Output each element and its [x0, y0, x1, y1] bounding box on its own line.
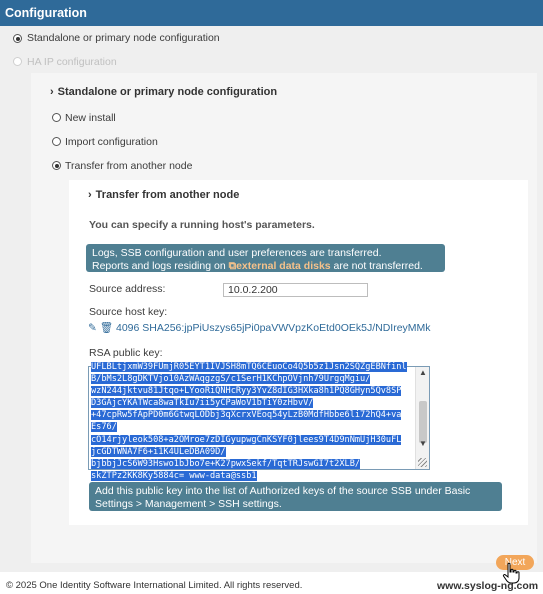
host-key-value: 4096 SHA256:jpPiUszys65jPi0paVWVpzKoEtd0OEk5J/NDIreyMMk: [116, 322, 431, 334]
standalone-section-title[interactable]: [50, 86, 277, 98]
import-config-label[interactable]: Import configuration: [65, 136, 158, 148]
rsa-key-line-text: cO14rjyleok508+a2OMroe7zDIGyupwgCnKSYF0jlees9T4D9nNmUjH30uFL: [91, 434, 402, 445]
new-install-label[interactable]: New install: [65, 112, 116, 124]
footer-brand: www.syslog-ng.com: [437, 580, 539, 592]
rsa-key-line-text: skZTPz2KK8Ky5884c= www-data@ssb1: [91, 470, 257, 481]
rsa-key-text: [91, 361, 411, 482]
rsa-key-line: [91, 421, 411, 433]
standalone-radio[interactable]: [13, 34, 22, 43]
transfer-intro: You can specify a running host's parameters.: [89, 219, 315, 231]
rsa-key-line: [91, 385, 411, 397]
rsa-key-line: [91, 434, 411, 446]
host-key-row: [88, 321, 431, 334]
rsa-key-line: [91, 409, 411, 421]
rsa-public-key-textarea[interactable]: [88, 362, 430, 481]
textarea-scrollbar[interactable]: [415, 367, 429, 469]
rsa-key-line: [91, 373, 411, 385]
rsa-key-line: [91, 397, 411, 409]
ha-radio-label: HA IP configuration: [27, 56, 117, 68]
chevron-right-icon: ›: [50, 86, 54, 98]
rsa-key-line-text: Es76/: [91, 422, 117, 433]
resize-grip-icon[interactable]: [418, 458, 427, 467]
transfer-label[interactable]: Transfer from another node: [65, 160, 193, 172]
new-install-radio[interactable]: [52, 113, 61, 122]
info-line-2-prefix: Reports and logs residing on: [92, 260, 229, 272]
rsa-key-line: [91, 458, 411, 470]
rsa-key-line-text: +47cpRw5fApPD0m6GtwqLODbj3qXcrxVEoq54yLzB0MdfHbbe6li72hQ4+va: [91, 410, 402, 421]
next-button[interactable]: Next: [496, 555, 534, 570]
ha-radio: [13, 57, 22, 66]
external-link-icon: ⧉: [228, 260, 237, 272]
rsa-key-line-text: wzN244jktvu81Jtqo+LYooRiQNHcRyy3YvZ8dIG3HXka8h1PQ8GHyn5Qv8SP: [91, 386, 402, 397]
scroll-up-icon[interactable]: ▲: [419, 368, 427, 377]
info-line-2-suffix: are not transferred.: [330, 260, 423, 272]
standalone-section-title-text: Standalone or primary node configuration: [57, 86, 278, 98]
source-host-key-label: Source host key:: [89, 306, 168, 318]
rsa-key-line-text: jcGDTWNA7F6+i1K4ULeDBA09D/: [91, 446, 226, 457]
transfer-info-box: [86, 244, 445, 272]
source-address-input[interactable]: 10.0.2.200: [223, 283, 368, 297]
rsa-public-key-label: RSA public key:: [89, 347, 163, 359]
rsa-key-line-text: bjbbjJcS6W93Hswo1bJbo7e+K27pwxSekf/TqtTRJswGI7t2XLB/: [91, 458, 361, 469]
scroll-down-icon[interactable]: ▼: [419, 439, 427, 448]
external-data-disks-link[interactable]: external data disks: [236, 260, 331, 272]
rsa-key-line: [91, 470, 411, 482]
transfer-section-title[interactable]: [88, 189, 239, 201]
import-config-radio[interactable]: [52, 137, 61, 146]
trash-icon[interactable]: 🗑: [99, 322, 114, 334]
transfer-section-title-text: Transfer from another node: [95, 189, 240, 201]
rsa-key-line: [91, 361, 411, 373]
pencil-icon[interactable]: ✎: [88, 322, 97, 334]
authorized-keys-note: Add this public key into the list of Authorized keys of the source SSB under Basic Settings > Management > SSH settings.: [89, 482, 502, 511]
window-title: Configuration: [0, 0, 543, 26]
scrollbar-thumb[interactable]: [419, 401, 427, 443]
info-line-2: [92, 260, 439, 273]
rsa-key-line-text: B/bMs2L8gDKTVjo10AzWAqgzgS/c1SerH1KChpOVjnh79UrgqMgiu/: [91, 374, 371, 385]
footer-copyright: © 2025 One Identity Software International Limited. All rights reserved.: [6, 580, 303, 591]
rsa-key-line-text: D3GAjcYKATWca8waTkIu7ii5yCPaWoV1bTiY0zHbvV/: [91, 398, 314, 409]
standalone-radio-label[interactable]: Standalone or primary node configuration: [27, 32, 220, 44]
rsa-key-line-text: UFLBLtjxmW39FUmjR05EYT1IVJSH8mTQ6CEuoCo4Q5b5z1Jsn2SQZgEBNfinl: [91, 362, 407, 372]
info-line-1: Logs, SSB configuration and user preferences are transferred.: [92, 247, 382, 259]
transfer-radio[interactable]: [52, 161, 61, 170]
source-address-label: Source address:: [89, 283, 166, 295]
rsa-key-line: [91, 446, 411, 458]
chevron-right-icon: ›: [88, 189, 92, 201]
